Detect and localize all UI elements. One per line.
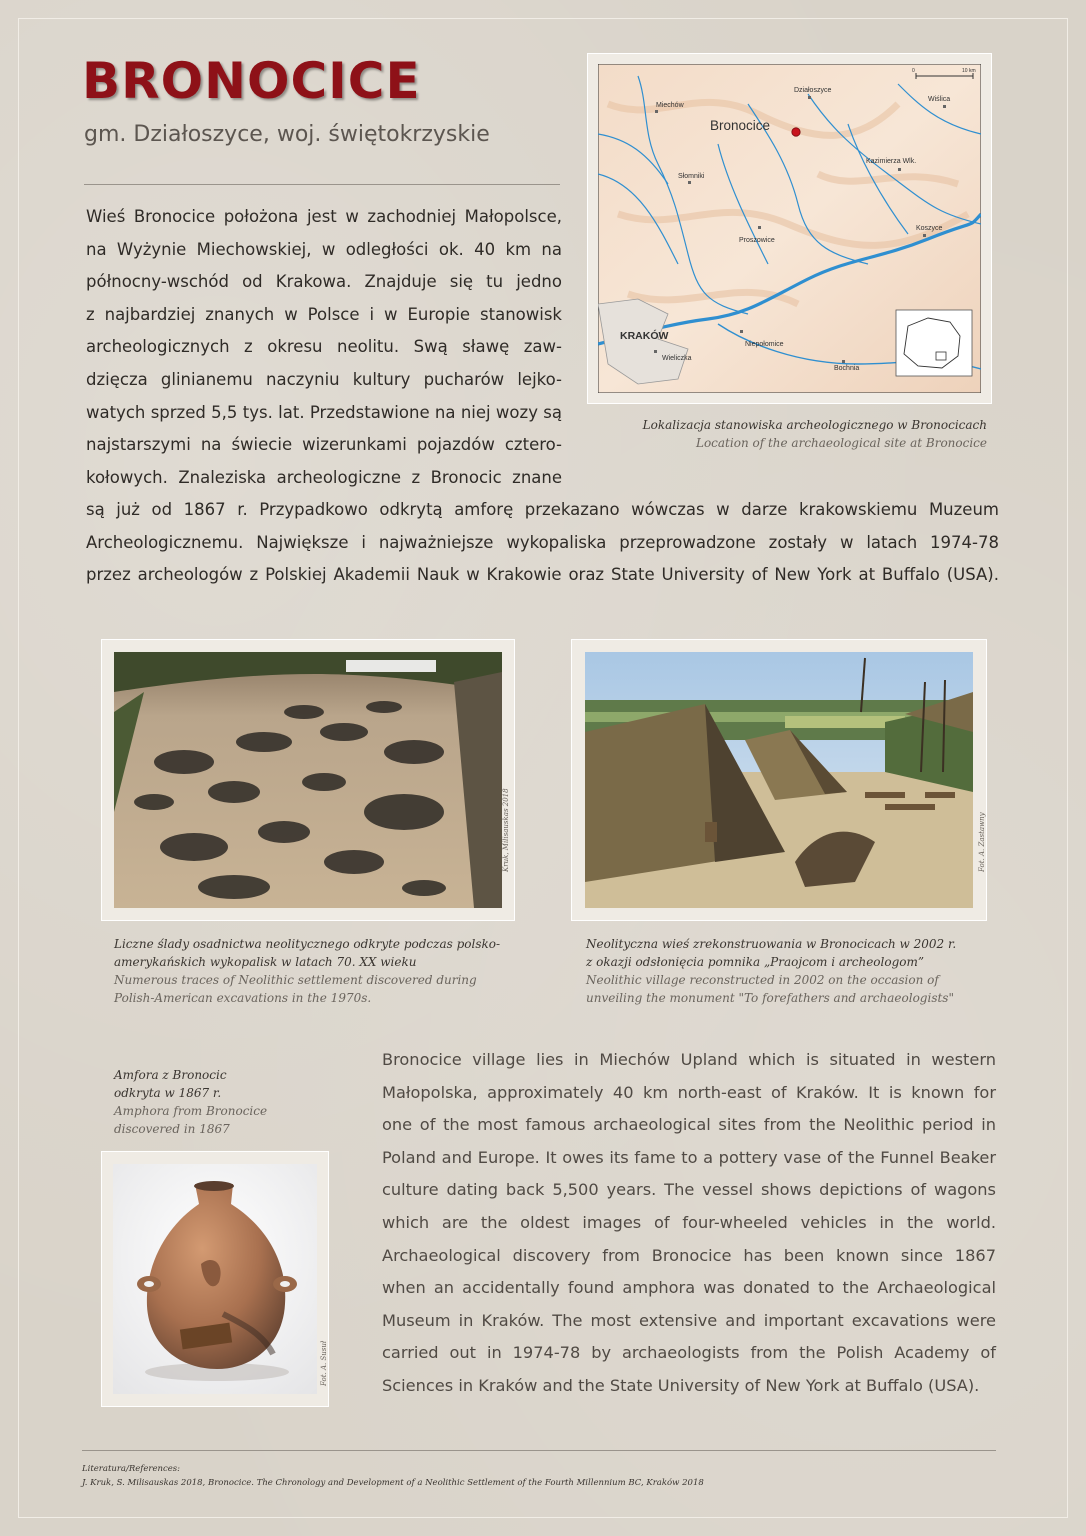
title-divider [84, 184, 560, 185]
english-line: carried out in 1974-78 by archaeologists from the Polish Academy of [382, 1343, 996, 1363]
map-label-slomniki: Słomniki [678, 173, 705, 180]
map-label-koszyce: Koszyce [916, 225, 943, 232]
references-heading: Literatura/References: [82, 1464, 181, 1474]
excavation-caption-en: Numerous traces of Neolithic settlement discovered during [114, 973, 477, 987]
excavation-caption [114, 935, 500, 1007]
excavation-caption-en: Polish-American excavations in the 1970s. [114, 991, 372, 1005]
amphora-caption [114, 1066, 267, 1138]
excavation-caption-pl: amerykańskich wykopalisk w latach 70. XX wieku [114, 955, 417, 969]
excavation-photo-frame [102, 640, 514, 920]
references [82, 1462, 704, 1490]
polish-line: kołowych. Znaleziska archeologiczne z Bronocic znane [86, 467, 562, 487]
polish-line: Wieś Bronocice położona jest w zachodniej Małopolsce, [86, 207, 562, 226]
map-label-kazimierza: Kazimierza Wlk. [866, 158, 917, 165]
polish-line: archeologicznych z okresu neolitu. Swą sławę zaw- [86, 337, 562, 357]
excavation-caption-pl: Liczne ślady osadnictwa neolitycznego odkryte podczas polsko- [114, 937, 501, 951]
village-photo-credit: Fot. A. Zastawny [978, 812, 986, 872]
polish-line: dzięcza glinianemu naczyniu kultury pucharów lejko- [86, 369, 562, 389]
village-photo [585, 652, 973, 908]
english-line: Bronocice village lies in Miechów Upland which is situated in western [382, 1050, 996, 1069]
references-divider [82, 1450, 996, 1451]
map-inset [896, 310, 972, 376]
english-line: which are the oldest images of four-wheeled vehicles in the world. [382, 1212, 996, 1232]
english-line: Museum in Kraków. The most extensive and important excavations were [382, 1310, 996, 1330]
english-line: Poland and Europe. It owes its fame to a pottery vase of the Funnel Beaker [382, 1147, 996, 1167]
location-map-frame [588, 54, 991, 403]
polish-line: watych sprzed 5,5 tys. lat. Przedstawione na niej wozy są [86, 402, 562, 422]
polish-description-narrow [86, 201, 562, 494]
polish-line: są już od 1867 r. Przypadkowo odkrytą amforę przekazano wówczas w darze krakowskiemu Muzeum [86, 500, 999, 519]
map-caption [643, 416, 987, 452]
map-label-bronocice: Bronocice [710, 118, 771, 133]
english-line: one of the most famous archaeological sites from the Neolithic period in [382, 1115, 996, 1135]
scale-ten-label: 10 km [962, 68, 976, 74]
map-label-niepolomice: Niepołomice [745, 341, 784, 348]
map-caption-en: Location of the archaeological site at Bronocice [695, 436, 987, 450]
amphora-caption-pl: Amfora z Bronocic [114, 1068, 227, 1082]
amphora-photo [113, 1164, 317, 1394]
village-caption-pl: z okazji odsłonięcia pomnika „Praojcom i archeologom” [586, 955, 925, 969]
amphora-caption-en: Amphora from Bronocice [114, 1104, 268, 1118]
polish-line: Archeologicznemu. Największe i najważniejsze wykopaliska przeprowadzone zostały w latach 1974-78 [86, 532, 999, 552]
map-label-krakow: KRAKÓW [620, 330, 669, 342]
polish-line: z najbardziej znanych w Polsce i w Europie stanowisk [86, 304, 562, 324]
map-label-dzialoszyce: Działoszyce [794, 87, 832, 94]
polish-line: najstarszymi na świecie wizerunkami pojazdów cztero- [86, 435, 562, 455]
map-label-proszowice: Proszowice [739, 237, 775, 244]
polish-description-wide [86, 494, 999, 592]
map-label-miechow: Miechów [656, 102, 684, 109]
village-caption-en: unveiling the monument "To forefathers and archaeologists" [586, 991, 954, 1005]
english-line: Archaeological discovery from Bronocice has been known since 1867 [382, 1245, 996, 1265]
excavation-photo-credit: Kruk, Milisauskas 2018 [502, 788, 510, 872]
english-line: culture dating back 5,500 years. The vessel shows depictions of wagons [382, 1180, 996, 1200]
map-caption-pl: Lokalizacja stanowiska archeologicznego w Bronocicach [642, 418, 987, 432]
village-caption-en: Neolithic village reconstructed in 2002 on the occasion of [586, 973, 939, 987]
site-marker [792, 128, 800, 136]
map-label-wieliczka: Wieliczka [662, 355, 692, 362]
village-caption [586, 935, 956, 1007]
scale-zero-label: 0 [912, 68, 915, 74]
references-entry: J. Kruk, S. Milisauskas 2018, Bronocice. The Chronology and Development of a Neolithic Settlement of the Fourth Millennium BC, Kraków 2018 [82, 1478, 704, 1488]
polish-line: na Wyżynie Miechowskiej, w odległości ok. 40 km na [86, 239, 562, 259]
amphora-photo-credit: Fot. A. Susuł [320, 1340, 328, 1386]
location-map [598, 64, 981, 393]
page-title: BRONOCICE [82, 52, 421, 110]
amphora-photo-frame [102, 1152, 328, 1406]
excavation-photo [114, 652, 502, 908]
village-caption-pl: Neolityczna wieś zrekonstruowania w Bronocicach w 2002 r. [586, 937, 957, 951]
map-label-wislica: Wiślica [928, 96, 951, 103]
map-label-bochnia: Bochnia [834, 365, 860, 372]
english-line: Małopolska, approximately 40 km north-east of Kraków. It is known for [382, 1082, 996, 1102]
english-line: when an accidentally found amphora was donated to the Archaeological [382, 1278, 996, 1298]
polish-line: północny-wschód od Krakowa. Znajduje się tu jedno [86, 272, 562, 292]
polish-line: przez archeologów z Polskiej Akademii Nauk w Krakowie oraz State University of New York at Buffalo (USA). [86, 565, 999, 585]
village-photo-frame [572, 640, 986, 920]
english-description [382, 1044, 996, 1403]
amphora-caption-en: discovered in 1867 [114, 1122, 230, 1136]
english-line: Sciences in Kraków and the State University of New York at Buffalo (USA). [382, 1375, 980, 1395]
amphora-caption-pl: odkryta w 1867 r. [114, 1086, 222, 1100]
page-subtitle: gm. Działoszyce, woj. świętokrzyskie [84, 122, 490, 147]
